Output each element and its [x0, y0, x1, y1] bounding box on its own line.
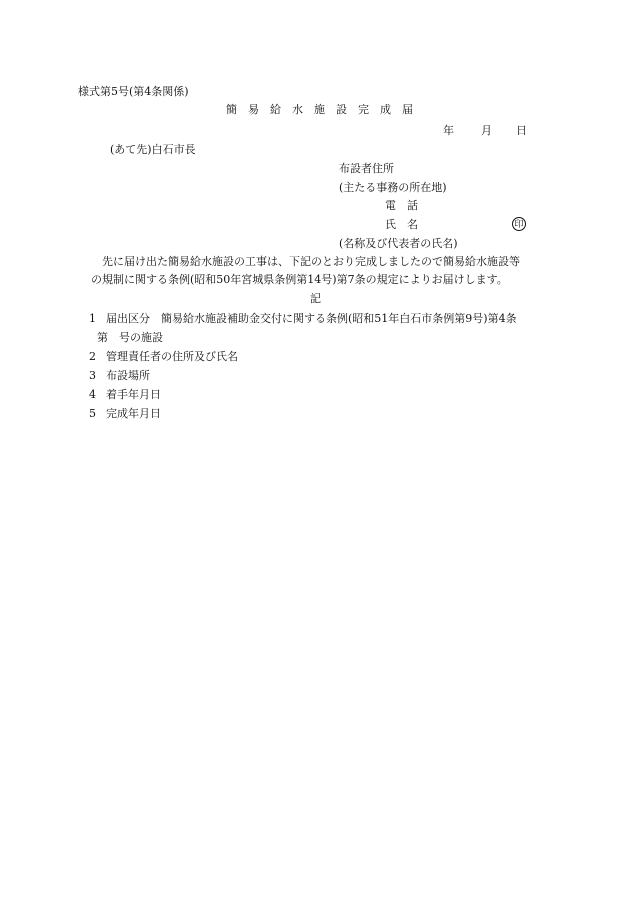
document-title: 簡 易 給 水 施 設 完 成 届	[226, 103, 413, 116]
date-day: 日	[516, 124, 527, 137]
applicant-name-note: (名称及び代表者の氏名)	[339, 237, 458, 250]
item-continuation: 第 号の施設	[97, 331, 163, 344]
date-month: 月	[481, 124, 492, 137]
item-number: 5	[89, 407, 96, 420]
item-text: 届出区分 簡易給水施設補助金交付に関する条例(昭和51年白石市条例第9号)第4条	[106, 312, 517, 325]
applicant-name-label: 氏 名	[385, 218, 418, 231]
item-text: 完成年月日	[106, 407, 161, 420]
applicant-address-label: 布設者住所	[339, 162, 394, 175]
applicant-office-label: (主たる事務の所在地)	[339, 181, 447, 194]
item-number: 1	[89, 312, 96, 325]
item-number: 2	[89, 350, 96, 363]
item-number: 4	[89, 388, 96, 401]
applicant-phone-label: 電 話	[385, 199, 418, 212]
item-text: 着手年月日	[106, 388, 161, 401]
seal-mark: 印	[512, 217, 526, 231]
body-line-2: の規制に関する条例(昭和50年宮城県条例第14号)第7条の規定によりお届けします。	[91, 273, 508, 286]
form-number: 様式第5号(第4条関係)	[78, 85, 189, 98]
item-text: 管理責任者の住所及び氏名	[106, 350, 238, 363]
body-line-1: 先に届け出た簡易給水施設の工事は、下記のとおり完成しましたので簡易給水施設等	[102, 255, 520, 268]
ki-heading: 記	[310, 292, 321, 305]
addressee: (あて先)白石市長	[110, 143, 196, 156]
date-year: 年	[443, 124, 454, 137]
item-number: 3	[89, 369, 96, 382]
item-text: 布設場所	[106, 369, 150, 382]
